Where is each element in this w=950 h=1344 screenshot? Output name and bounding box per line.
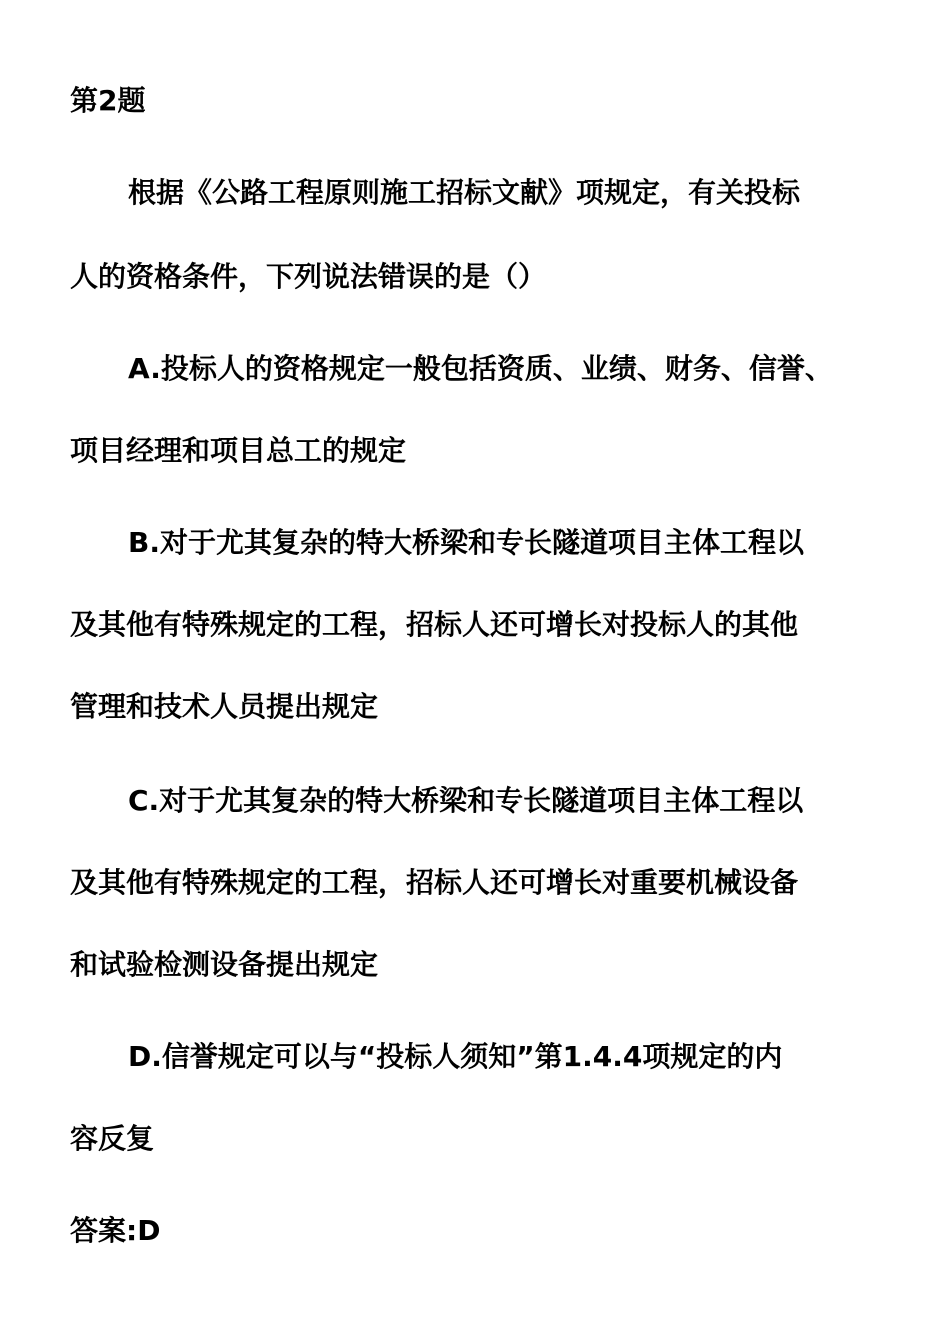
- option-c-line-1: C.对于尤其复杂的特大桥梁和专长隧道项目主体工程以: [128, 784, 804, 817]
- question-heading: 第2题: [70, 84, 146, 117]
- answer-text: 答案:D: [70, 1214, 161, 1247]
- option-b-line-1: B.对于尤其复杂的特大桥梁和专长隧道项目主体工程以: [128, 526, 804, 559]
- option-c-line-3: 和试验检测设备提出规定: [70, 948, 379, 981]
- question-stem-line-1: 根据《公路工程原则施工招标文献》项规定，有关投标: [128, 176, 801, 209]
- question-stem-line-2: 人的资格条件，下列说法错误的是（）: [70, 260, 547, 293]
- option-b-line-2: 及其他有特殊规定的工程，招标人还可增长对投标人的其他: [70, 608, 799, 641]
- option-c-line-2: 及其他有特殊规定的工程，招标人还可增长对重要机械设备: [70, 866, 799, 899]
- option-d-line-1: D.信誉规定可以与“投标人须知”第1.4.4项规定的内: [128, 1040, 783, 1073]
- option-d-line-2: 容反复: [70, 1122, 155, 1155]
- option-a-line-2: 项目经理和项目总工的规定: [70, 434, 407, 467]
- option-a-line-1: A.投标人的资格规定一般包括资质、业绩、财务、信誉、: [128, 352, 833, 385]
- option-b-line-3: 管理和技术人员提出规定: [70, 690, 379, 723]
